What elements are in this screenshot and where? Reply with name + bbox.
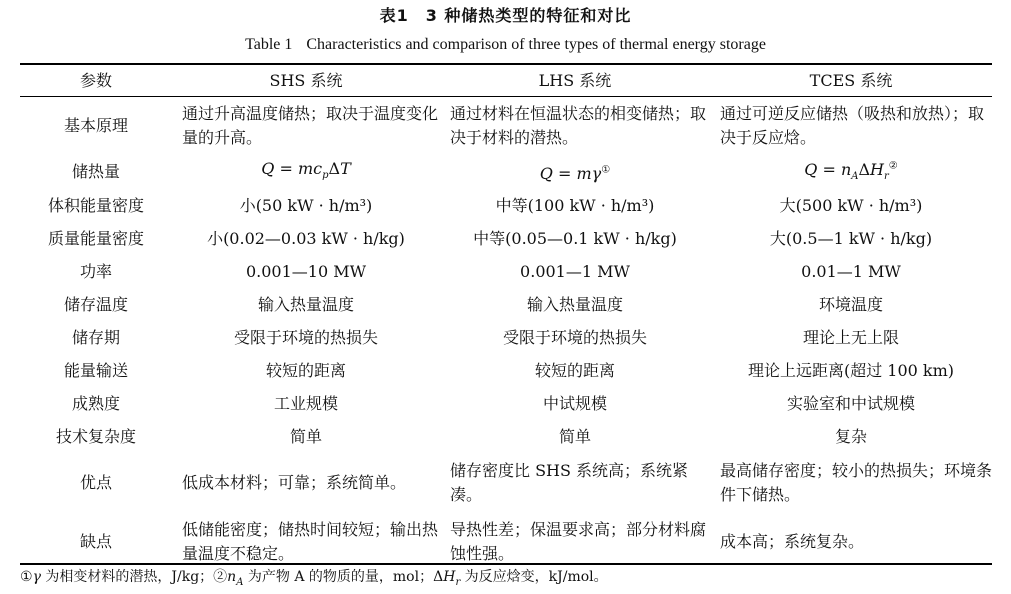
tces-formula: $Q = n_A\Delta H_r^②$	[804, 160, 898, 183]
table-row	[20, 155, 992, 190]
param-cell: 能量输送	[63, 361, 128, 381]
table-row	[20, 513, 992, 572]
table-row	[20, 289, 992, 322]
table-caption-en	[0, 34, 1011, 56]
param-cell: 储存温度	[63, 295, 128, 315]
param-cell: 功率	[79, 262, 112, 282]
lhs-cell: 简单	[558, 427, 591, 447]
tces-cell: 理论上无上限	[802, 328, 899, 348]
table-row	[20, 96, 992, 155]
tces-cell: 理论上远距离(超过 100 km)	[747, 361, 955, 381]
table-row	[20, 421, 992, 454]
lhs-cell: 导热性差；保温要求高；部分材料腐蚀性强。	[450, 520, 707, 564]
param-cell: 缺点	[79, 532, 112, 552]
tces-cell: 最高储存密度；较小的热损失；环境条件下储热。	[720, 461, 993, 505]
lhs-cell: 中等(0.05—0.1 kW · h/kg)	[473, 229, 677, 249]
header-row	[20, 65, 992, 96]
tces-cell: 实验室和中试规模	[786, 394, 915, 414]
table-row	[20, 454, 992, 513]
shs-cell: 低成本材料；可靠；系统简单。	[182, 473, 407, 493]
table-row	[20, 388, 992, 421]
param-cell: 储热量	[71, 162, 120, 182]
header-lhs: LHS 系统	[538, 70, 612, 90]
lhs-cell: 受限于环境的热损失	[502, 328, 647, 348]
header-param: 参数	[79, 70, 112, 90]
tces-cell: 通过可逆反应储热（吸热和放热）；取决于反应焓。	[720, 103, 985, 147]
shs-cell: 较短的距离	[265, 361, 346, 381]
tces-cell: 环境温度	[818, 295, 883, 315]
table-title-en: Characteristics and comparison of three types of thermal energy storage	[306, 36, 766, 53]
lhs-formula: Q = mγ①	[539, 163, 611, 183]
shs-cell: 低储能密度；储热时间较短；输出热量温度不稳定。	[182, 520, 439, 564]
header-tces: TCES 系统	[809, 70, 893, 90]
tces-cell: 0.01—1 MW	[801, 262, 901, 282]
table-row	[20, 223, 992, 256]
param-cell: 储存期	[71, 328, 120, 348]
header-shs: SHS 系统	[269, 70, 343, 90]
lhs-cell: 中等(100 kW · h/m³)	[495, 196, 655, 216]
shs-cell: 小(50 kW · h/m³)	[239, 196, 373, 216]
param-cell: 质量能量密度	[47, 229, 144, 249]
lhs-cell: 储存密度比 SHS 系统高；系统紧凑。	[450, 461, 689, 505]
lhs-cell: 中试规模	[542, 394, 607, 414]
param-cell: 优点	[79, 473, 112, 493]
tces-cell: 复杂	[834, 427, 867, 447]
comparison-table	[20, 65, 992, 572]
table-caption-cn: 表1 3 种储热类型的特征和对比	[379, 6, 632, 25]
tces-cell: 大(0.5—1 kW · h/kg)	[769, 229, 933, 249]
param-cell: 基本原理	[63, 115, 128, 135]
shs-cell: 小(0.02—0.03 kW · h/kg)	[207, 229, 405, 249]
shs-formula: $Q = mc_p\Delta T$	[261, 158, 351, 181]
shs-cell: 工业规模	[273, 394, 338, 414]
table-row	[20, 322, 992, 355]
lhs-cell: 较短的距离	[534, 361, 615, 381]
lhs-cell: 通过材料在恒温状态的相变储热；取决于材料的潜热。	[450, 103, 707, 147]
shs-cell: 受限于环境的热损失	[233, 328, 378, 348]
tces-cell: 大(500 kW · h/m³)	[779, 196, 923, 216]
lhs-cell: 输入热量温度	[526, 295, 623, 315]
shs-cell: 0.001—10 MW	[245, 262, 367, 282]
shs-cell: 输入热量温度	[257, 295, 354, 315]
param-cell: 技术复杂度	[55, 427, 136, 447]
table-row	[20, 256, 992, 289]
param-cell: 体积能量密度	[47, 196, 144, 216]
shs-cell: 通过升高温度储热；取决于温度变化量的升高。	[182, 103, 439, 147]
lhs-cell: 0.001—1 MW	[520, 262, 630, 282]
table-number: Table 1	[245, 36, 293, 53]
table-footnote: ①γ 为相变材料的潜热，J/kg；$②n_A$ 为产物 A 的物质的量，mol；$\Delta H_r$ 为反应焓变，kJ/mol。	[20, 569, 608, 588]
tces-cell: 成本高；系统复杂。	[720, 532, 865, 552]
param-cell: 成熟度	[71, 394, 120, 414]
table-row	[20, 190, 992, 223]
table-row	[20, 355, 992, 388]
shs-cell: 简单	[289, 427, 322, 447]
